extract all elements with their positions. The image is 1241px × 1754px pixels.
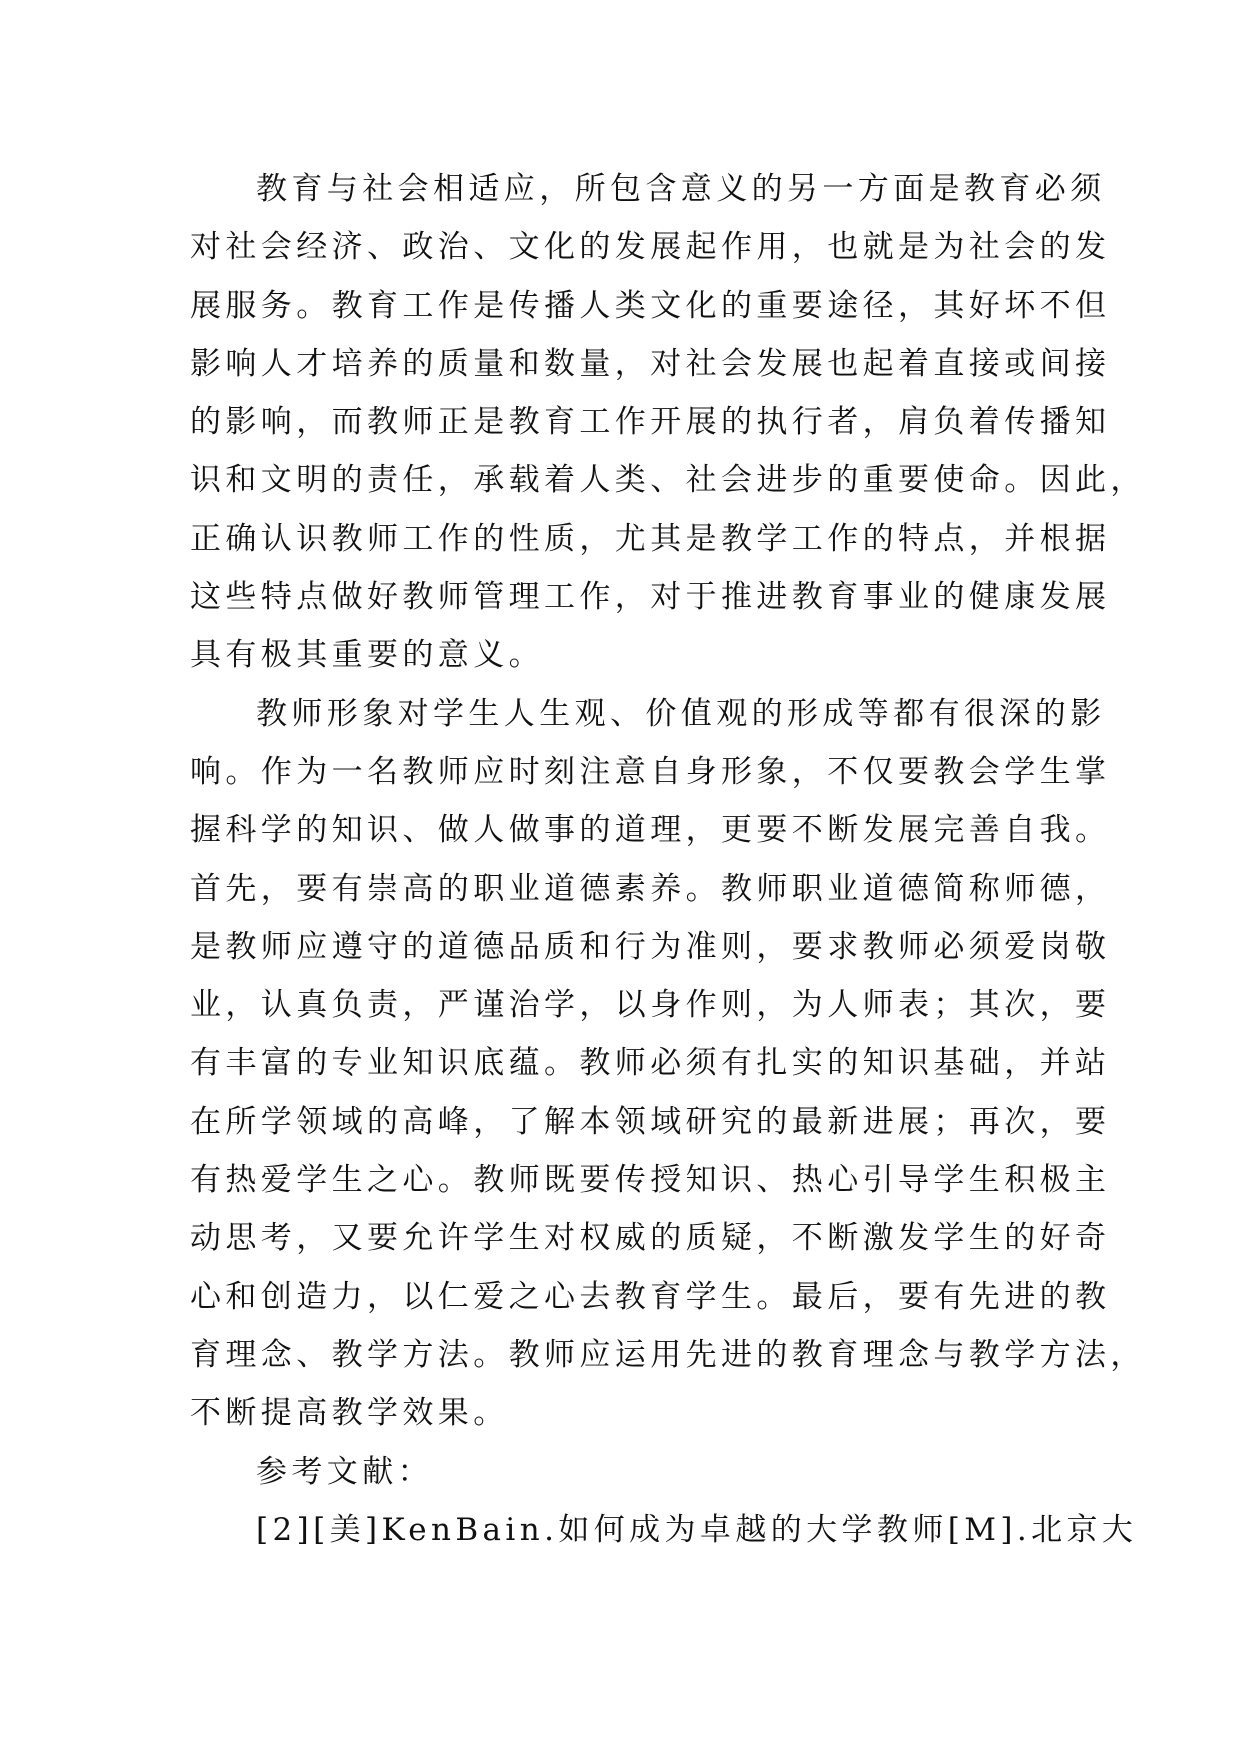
paragraph-line: 正确认识教师工作的性质，尤其是教学工作的特点，并根据 bbox=[190, 520, 1111, 557]
paragraph-line: 识和文明的责任，承载着人类、社会进步的重要使命。因此， bbox=[190, 462, 1146, 499]
paragraph-line: 影响人才培养的质量和数量，对社会发展也起着直接或间接 bbox=[190, 345, 1111, 382]
document-body bbox=[190, 160, 1146, 1559]
paragraph-line: 具有极其重要的意义。 bbox=[190, 637, 544, 674]
paragraph-line: 这些特点做好教师管理工作，对于推进教育事业的健康发展 bbox=[190, 579, 1111, 616]
paragraph-line: 育理念、教学方法。教师应运用先进的教育理念与教学方法， bbox=[190, 1336, 1146, 1373]
paragraph-line: 是教师应遵守的道德品质和行为准则，要求教师必须爱岗敬 bbox=[190, 928, 1111, 965]
paragraph-2 bbox=[190, 685, 1146, 1443]
paragraph-line: 握科学的知识、做人做事的道理，更要不断发展完善自我。 bbox=[190, 812, 1111, 849]
paragraph-line: 动思考，又要允许学生对权威的质疑，不断激发学生的好奇 bbox=[190, 1220, 1111, 1257]
reference-item: [2][美]KenBain.如何成为卓越的大学教师[M].北京大 bbox=[256, 1511, 1138, 1548]
paragraph-line: 教育与社会相适应，所包含意义的另一方面是教育必须 bbox=[256, 171, 1106, 207]
paragraph-line: 有丰富的专业知识底蕴。教师必须有扎实的知识基础，并站 bbox=[190, 1045, 1111, 1082]
paragraph-line: 首先，要有崇高的职业道德素养。教师职业道德简称师德， bbox=[190, 870, 1111, 907]
references-heading: 参考文献： bbox=[256, 1453, 433, 1490]
paragraph-line: 的影响，而教师正是教育工作开展的执行者，肩负着传播知 bbox=[190, 404, 1111, 441]
paragraph-line: 在所学领域的高峰，了解本领域研究的最新进展；再次，要 bbox=[190, 1103, 1111, 1140]
paragraph-1 bbox=[190, 160, 1146, 685]
paragraph-line: 不断提高教学效果。 bbox=[190, 1395, 509, 1432]
paragraph-line: 心和创造力，以仁爱之心去教育学生。最后，要有先进的教 bbox=[190, 1278, 1111, 1315]
paragraph-line: 对社会经济、政治、文化的发展起作用，也就是为社会的发 bbox=[190, 229, 1111, 266]
paragraph-line: 响。作为一名教师应时刻注意自身形象，不仅要教会学生掌 bbox=[190, 753, 1111, 790]
paragraph-line: 教师形象对学生人生观、价值观的形成等都有很深的影 bbox=[256, 695, 1106, 732]
paragraph-line: 业，认真负责，严谨治学，以身作则，为人师表；其次，要 bbox=[190, 987, 1111, 1024]
paragraph-line: 有热爱学生之心。教师既要传授知识、热心引导学生积极主 bbox=[190, 1162, 1111, 1199]
paragraph-line: 展服务。教育工作是传播人类文化的重要途径，其好坏不但 bbox=[190, 287, 1111, 324]
